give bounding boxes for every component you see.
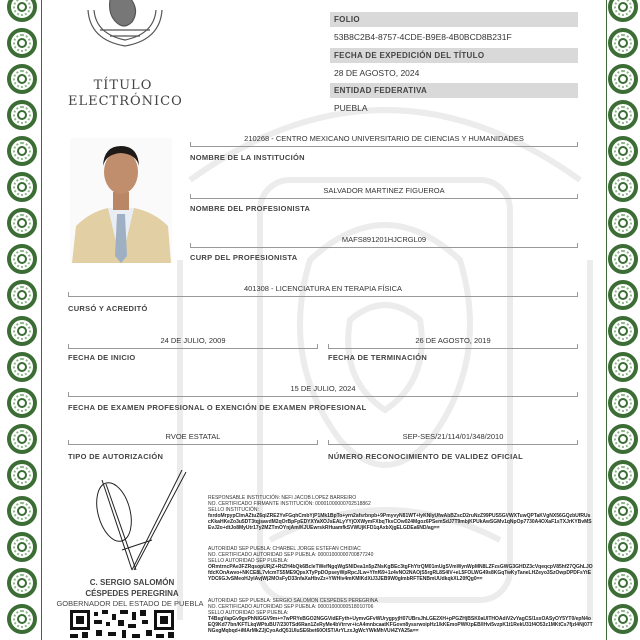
sello-autoridad-2: AUTORIDAD SEP PUEBLA: SERGIO SALOMON CESPEDES PEREGRINA NO. CERTIFICADO AUTORIDAD SEP PUEBLA: 00001000000518010706 SELLO AUTORIDAD SEP PUEBLA: T4BsgVapGv9gvPhNIGGV9m+=7wPRYeBGO2NGGVidEFyth+UymvGFvWUrygpyjH07UBrsJhLGE2XH+pPGZHjBSK0aUlTHOAdiV2vYagCS/1sxOASyOY5YT0/epN4oEQ9Kd77bn/KFTLkqWPtuBU7/230TSd6Ran1ZeRyMe4bVtrrvr+icA4mnbcaatKFGovn8yssrwoipHz1/kKEmoPWKtpEB/lHvi5vzpK1t1RekU31f4O53z1MKtCs7fjzl4Nj07TNGxgMqbqd+iMArMkZJjCyoAdQ51UIuSE6bet60OlST/ArYLzxJgWcYWkMhVUi4ZYA25a== bbox=[208, 598, 593, 634]
issue-date-section bbox=[330, 48, 578, 78]
professional-name-field: SALVADOR MARTINEZ FIGUEROA bbox=[190, 184, 578, 199]
ring-ornament-icon bbox=[7, 352, 37, 382]
ring-ornament-icon bbox=[608, 388, 638, 418]
degree-field: 401308 - LICENCIATURA EN TERAPIA FÍSICA bbox=[68, 282, 578, 297]
start-date-field: 24 DE JULIO, 2009 bbox=[68, 334, 318, 349]
end-date-label: FECHA DE TERMINACIÓN bbox=[328, 353, 428, 362]
ring-ornament-icon bbox=[608, 136, 638, 166]
authorization-type-label: TIPO DE AUTORIZACIÓN bbox=[68, 452, 164, 461]
ring-ornament-icon bbox=[7, 172, 37, 202]
qr-code[interactable] bbox=[70, 610, 174, 640]
ring-ornament-icon bbox=[608, 604, 638, 634]
ring-ornament-icon bbox=[7, 208, 37, 238]
ring-ornament-icon bbox=[7, 388, 37, 418]
ring-ornament-icon bbox=[608, 568, 638, 598]
exam-date-label: FECHA DE EXAMEN PROFESIONAL O EXENCIÓN DE EXAMEN PROFESIONAL bbox=[68, 403, 367, 412]
ring-ornament-icon bbox=[608, 532, 638, 562]
coat-of-arms-icon bbox=[80, 0, 170, 50]
institution-label: NOMBRE DE LA INSTITUCIÓN bbox=[190, 153, 305, 162]
ring-ornament-icon bbox=[7, 496, 37, 526]
ring-ornament-icon bbox=[608, 64, 638, 94]
ring-ornament-icon bbox=[608, 0, 638, 22]
signature-icon bbox=[62, 470, 202, 580]
curp-label: CURP DEL PROFESIONISTA bbox=[190, 253, 298, 262]
folio-label: FOLIO bbox=[330, 12, 578, 27]
issue-date-label: FECHA DE EXPEDICIÓN DEL TÍTULO bbox=[330, 48, 578, 63]
ring-ornament-icon bbox=[608, 172, 638, 202]
ring-ornament-icon bbox=[608, 496, 638, 526]
ring-ornament-icon bbox=[7, 424, 37, 454]
start-date-label: FECHA DE INICIO bbox=[68, 353, 136, 362]
ring-ornament-icon bbox=[7, 604, 37, 634]
state-value: PUEBLA bbox=[334, 103, 368, 113]
rvoe-label: NÚMERO RECONOCIMIENTO DE VALIDEZ OFICIAL bbox=[328, 452, 524, 461]
ring-ornament-icon bbox=[608, 460, 638, 490]
exam-date-field: 15 DE JULIO, 2024 bbox=[68, 382, 578, 397]
folio-section bbox=[330, 12, 578, 42]
issue-date-value: 28 DE AGOSTO, 2024 bbox=[334, 68, 420, 78]
ring-ornament-icon bbox=[608, 100, 638, 130]
ring-ornament-icon bbox=[608, 208, 638, 238]
ring-ornament-icon bbox=[7, 100, 37, 130]
institution-field: 210268 - CENTRO MEXICANO UNIVERSITARIO DE CIENCIAS Y HUMANIDADES bbox=[190, 132, 578, 147]
signer-role: GOBERNADOR DEL ESTADO DE PUEBLA bbox=[56, 599, 204, 608]
ring-ornament-icon bbox=[7, 316, 37, 346]
ring-ornament-icon bbox=[7, 568, 37, 598]
ring-ornament-icon bbox=[7, 460, 37, 490]
folio-value: 53B8C2B4-8757-4CDE-B9E8-4B0BCD8B231F bbox=[334, 32, 512, 42]
ring-ornament-icon bbox=[608, 244, 638, 274]
ring-ornament-icon bbox=[608, 424, 638, 454]
state-section bbox=[330, 83, 578, 113]
state-label: ENTIDAD FEDERATIVA bbox=[330, 83, 578, 98]
ring-ornament-icon bbox=[7, 64, 37, 94]
ring-ornament-icon bbox=[7, 244, 37, 274]
ring-ornament-icon bbox=[608, 316, 638, 346]
degree-label: CURSÓ Y ACREDITÓ bbox=[68, 304, 148, 313]
ring-ornament-icon bbox=[7, 280, 37, 310]
ring-ornament-icon bbox=[608, 280, 638, 310]
decorative-border-right bbox=[600, 0, 640, 640]
ring-ornament-icon bbox=[608, 352, 638, 382]
sello-institucion: RESPONSABLE INSTITUCIÓN: NEFI JACOB LOPEZ BARREIRO NO. CERTIFICADO FIRMANTE INSTITUCIÓN: 00001000000702518862 SELLO INSTITUCIÓN: fxrdoMrpypCImAZtuZ6qiZRE2YvFGqhCmbYjP1Mk1BpTo+yrn2afsrbnpb+9PmyvyN81WT+lyKNlyUfwAbBZscD2ruNzZ99PUS5GVWXTuwQPTaKVgNX56GQzbUfRUscKkaHKeZo3u5DT3tqjsavdM2qOrBpFpEDYXYaXOJsEALyYYjOXWymFXbqTksCOw024Mgoz6PSemSdJ7T9mbjKPUkAwSGMv1qNpOp7730A4OXaF1sTXJrKYBvMSEvJ2o+dtJo8MyUtr17y2MZTmOYnjAm/KJUEwrskRHuamfkSVWUjKFD1qAxbXjgELGDEa6ND/ag== bbox=[208, 495, 592, 531]
ring-ornament-icon bbox=[608, 28, 638, 58]
sello-autoridad-1: AUTORIDAD SEP PUEBLA: CHARBEL JORGE ESTEFAN CHIDIAC NO. CERTIFICADO AUTORIDAD SEP PUEBLA: 00001000000700877240 SELLO AUTORIDAD SEP PUEBLA: ORmtrncPAe3FZRqsopURjZ+RtZH4bQk6BcleTWefNgqWgSNlDea1n5pZNsKgBEc3tgFhYtrQM01mUgSVmWynWpMN8LZFzsGWG3GHDZ3cVqeqcpV85hf27QGhLJOfdcKOnAwvo+NKCE8L7vlcmTS5ME9QpsXTyPpDOpseyWpRpcJLw+Yfnf69+1z4vNO2NAOjS5rgRL8S4lV+eL5FOLWG49s8KGqTwKyTaneLHZeyo3SzOwpDPDFsYtEYDC6GJvSMeoHJylAvjWj2MOsFyD33nfaXaHbvZz+YWHiv4mKMlKdXiJ3JEB9W0gImbRFTENBmUUdkqkXL20fQg0== bbox=[208, 546, 593, 582]
signer-name: C. SERGIO SALOMÓN CÉSPEDES PEREGRINA bbox=[85, 578, 179, 598]
end-date-field: 26 DE AGOSTO, 2019 bbox=[328, 334, 578, 349]
ring-ornament-icon bbox=[7, 0, 37, 22]
rvoe-field: SEP-SES/21/114/01/348/2010 bbox=[328, 430, 578, 445]
ring-ornament-icon bbox=[7, 28, 37, 58]
curp-field: MAFS891201HJCRGL09 bbox=[190, 233, 578, 248]
professional-photo bbox=[70, 138, 172, 263]
document-title: TÍTULO ELECTRÓNICO bbox=[68, 78, 183, 109]
professional-name-label: NOMBRE DEL PROFESIONISTA bbox=[190, 204, 311, 213]
ring-ornament-icon bbox=[7, 532, 37, 562]
ring-ornament-icon bbox=[7, 136, 37, 166]
authorization-type-field: RVOE ESTATAL bbox=[68, 430, 318, 445]
decorative-border-left bbox=[0, 0, 42, 640]
